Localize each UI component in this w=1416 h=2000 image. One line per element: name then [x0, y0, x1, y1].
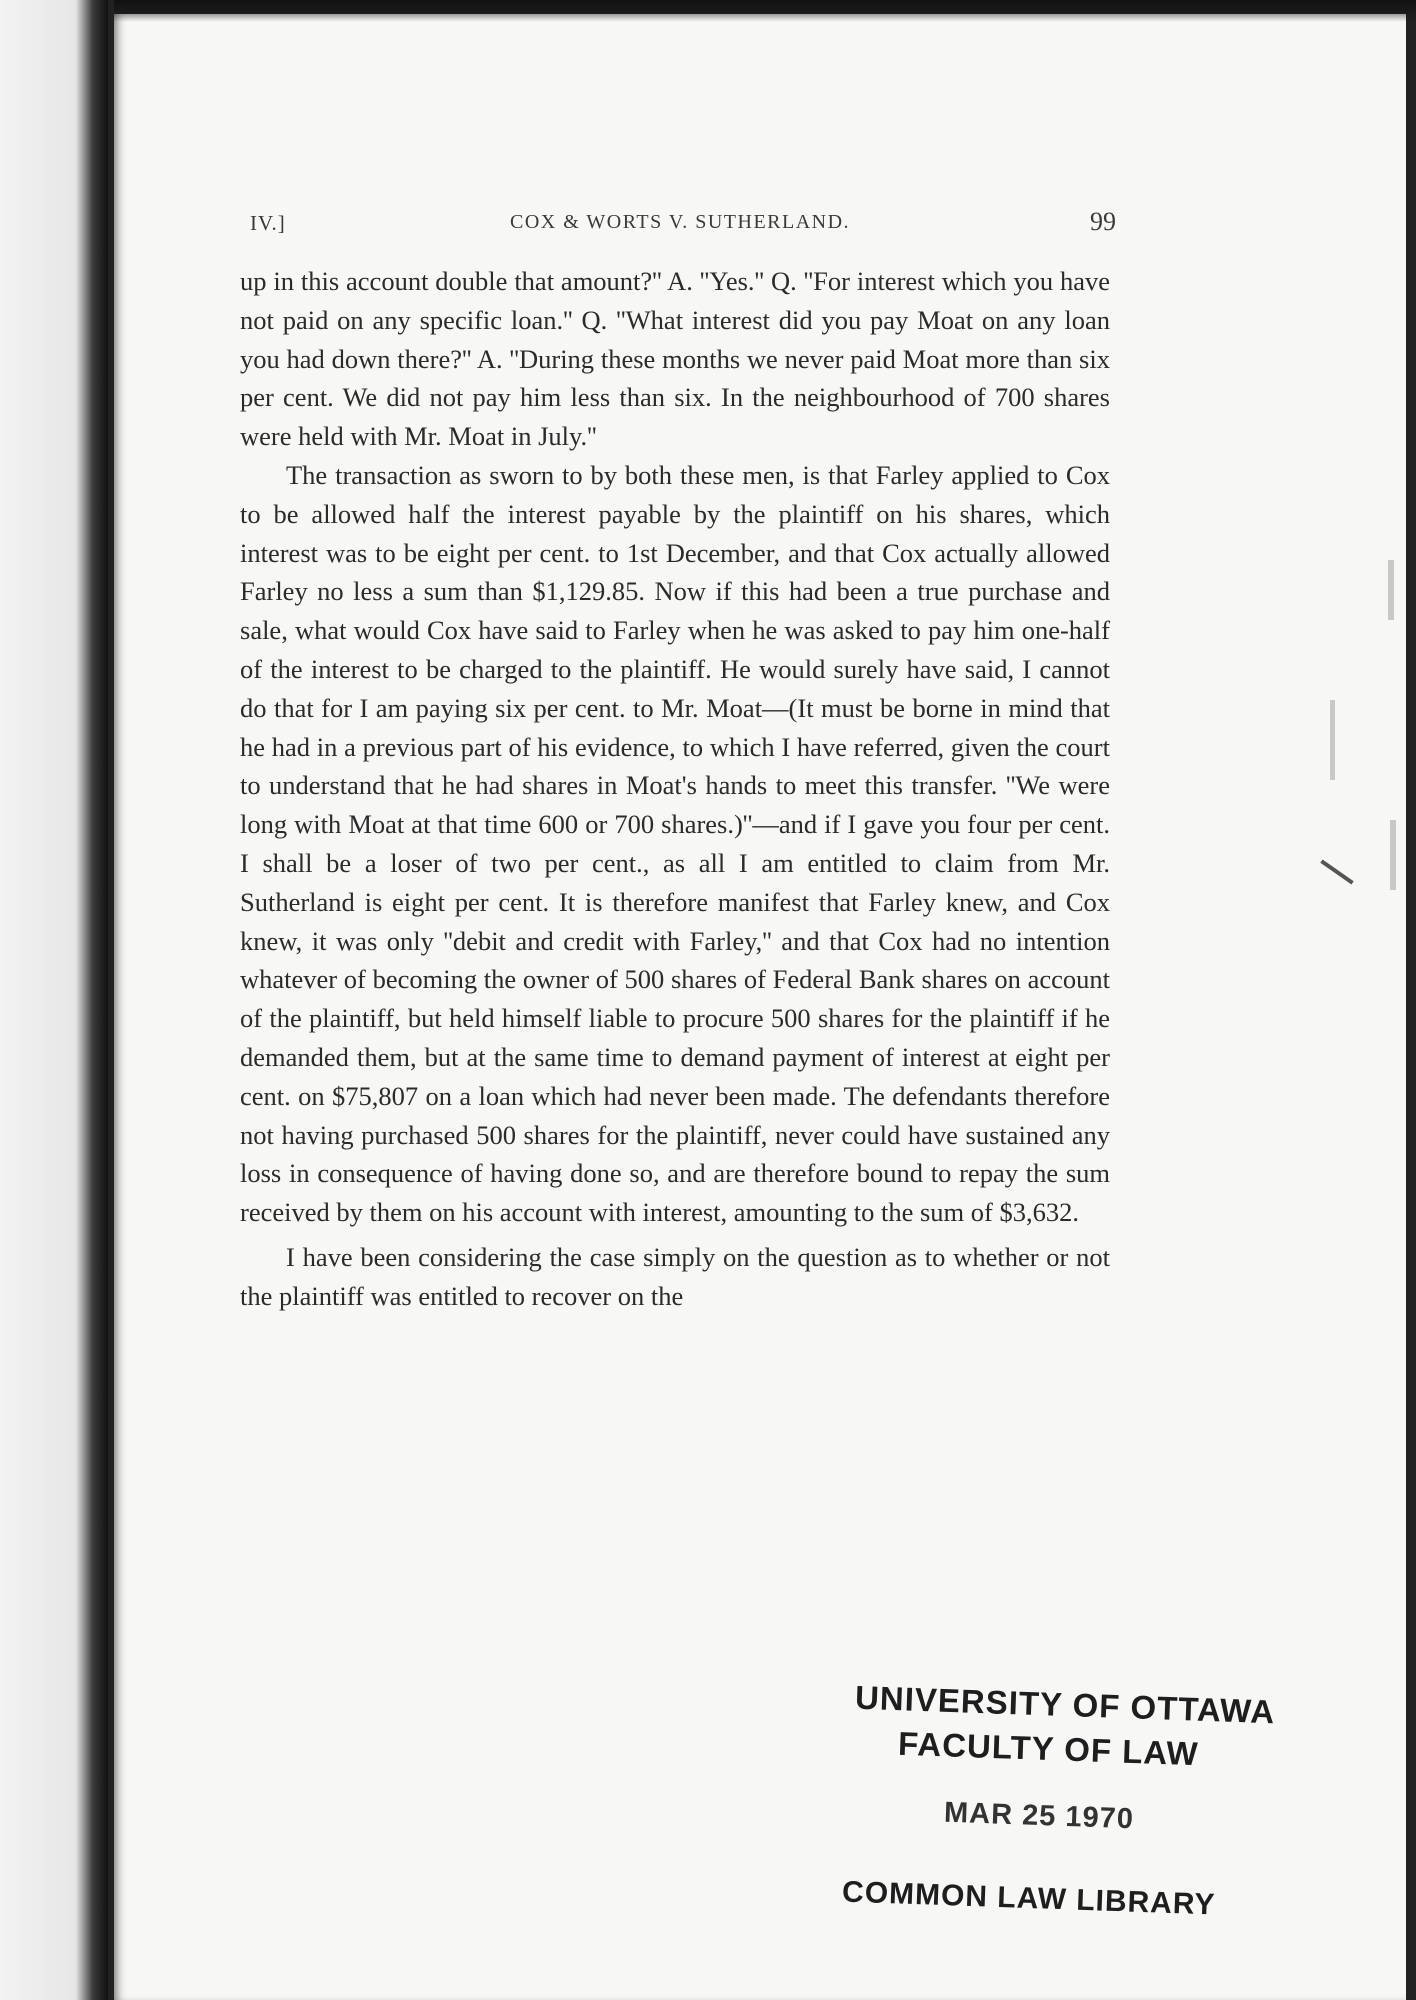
bleed-through-mark — [1330, 700, 1335, 780]
binding-shadow — [114, 0, 1416, 22]
running-head-section: IV.] — [250, 211, 286, 235]
body-text — [240, 262, 1110, 1316]
bleed-through-mark — [1388, 560, 1394, 620]
paragraph-2: The transaction as sworn to by both these men, is that Farley applied to Cox to be allowed half the interest payable by the plaintiff on his shares, which interest was to be eight per cent. to 1st December, and that Cox actually allowed Farley no less a sum than $1,129.85. Now if this had been a true purchase and sale, what would Cox have said to Farley when he was asked to pay him one-half of the interest to be charged to the plaintiff. He would surely have said, I cannot do that for I am paying six per cent. to Mr. Moat—(It must be borne in mind that he had in a previous part of his evidence, to which I have referred, given the court to understand that he had shares in Moat's hands to meet this transfer. ''We were long with Moat at that time 600 or 700 shares.)''—and if I gave you four per cent. I shall be a loser of two per cent., as all I am entitled to claim from Mr. Sutherland is eight per cent. It is therefore manifest that Farley knew, and Cox knew, it was only ''debit and credit with Farley,'' and that Cox had no intention whatever of becoming the owner of 500 shares of Federal Bank shares on account of the plaintiff, but held himself liable to procure 500 shares for the plaintiff if he demanded them, but at the same time to demand payment of interest at eight per cent. on $75,807 on a loan which had never been made. The defendants therefore not having purchased 500 shares for the plaintiff, never could have sustained any loss in consequence of having done so, and are therefore bound to repay the sum received by them on his account with interest, amounting to the sum of $3,632. — [240, 459, 1110, 1228]
stamp-university: UNIVERSITY OF OTTAWA — [854, 1678, 1276, 1731]
paragraph-1: up in this account double that amount?'' A. ''Yes.'' Q. ''For interest which you have not paid on any specific loan.'' Q. ''What interest did you pay Moat on any loan you had down there?'' A. ''During these months we never paid Moat more than six per cent. We did not pay him less than six. In the neighbourhood of 700 shares were held with Mr. Moat in July.'' — [240, 266, 1110, 452]
page-number: 99 — [1090, 207, 1116, 236]
facing-page-edge — [0, 0, 108, 2000]
bleed-through-mark — [1390, 820, 1396, 890]
running-head — [250, 205, 1120, 245]
stamp-library: COMMON LAW LIBRARY — [841, 1875, 1217, 1922]
running-head-title: COX & WORTS V. SUTHERLAND. — [510, 211, 851, 233]
stamp-date: MAR 25 1970 — [943, 1796, 1135, 1836]
stamp-faculty: FACULTY OF LAW — [897, 1724, 1200, 1773]
paragraph-3: I have been considering the case simply on the question as to whether or not the plaintiff was entitled to recover on the — [240, 1241, 1110, 1311]
